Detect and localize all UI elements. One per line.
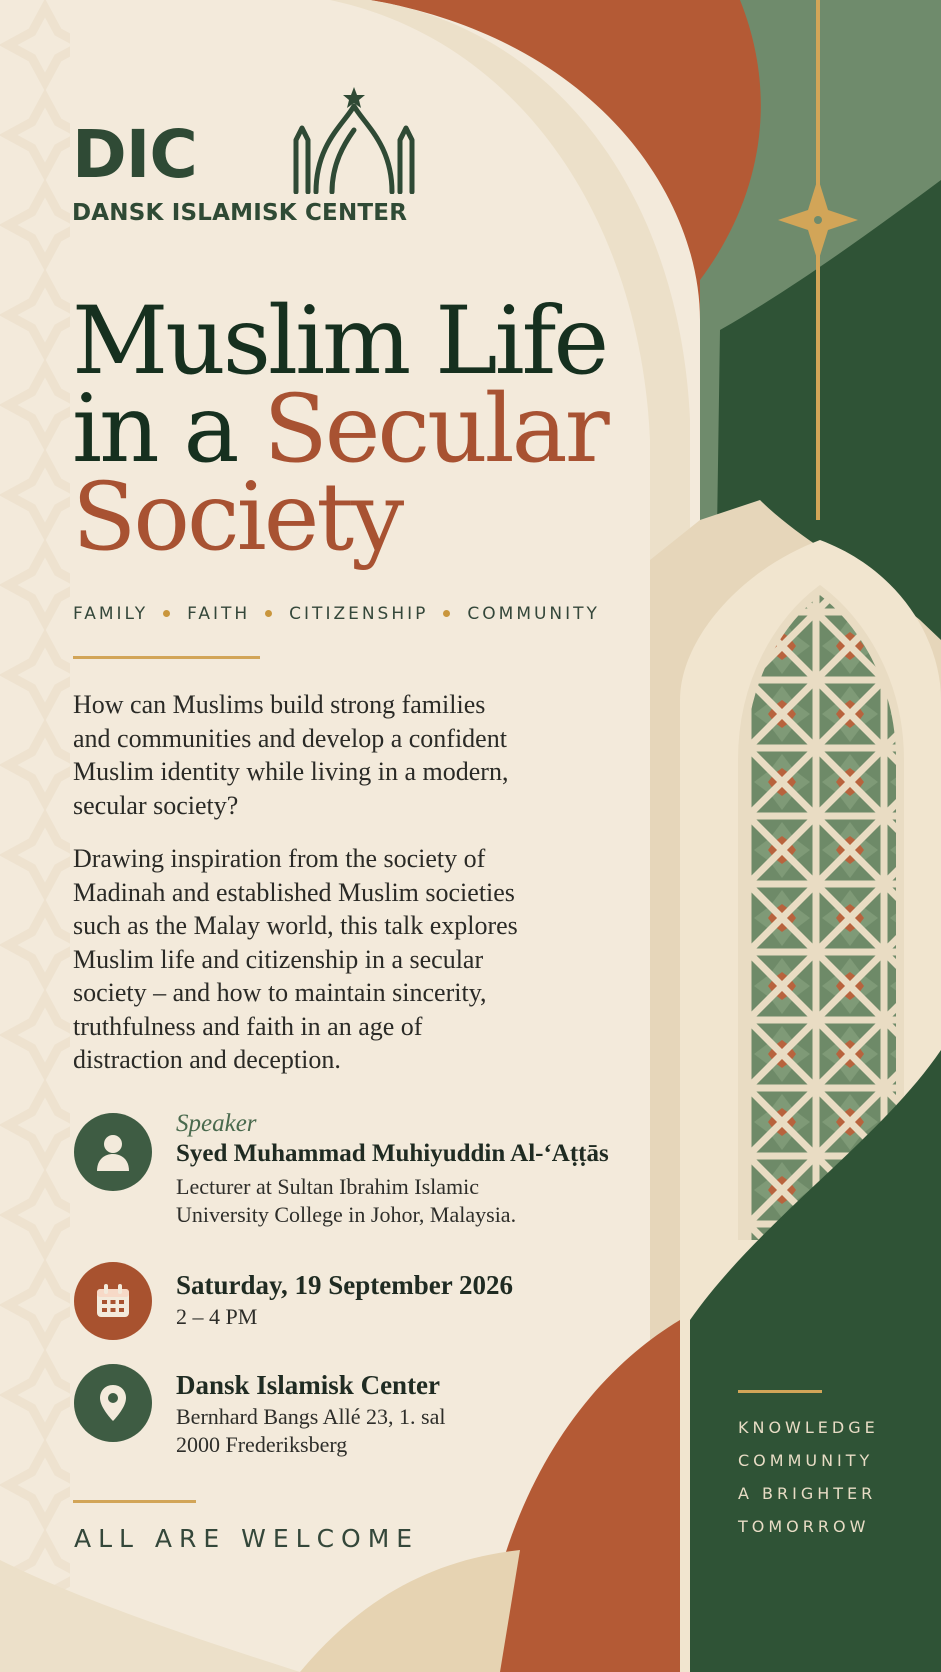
title-line-2a: in a	[72, 375, 264, 484]
intro-line: secular society?	[73, 790, 239, 820]
intro-line: How can Muslims build strong families	[73, 690, 486, 719]
description-line: such as the Malay world, this talk explores	[73, 911, 518, 940]
venue-address-line: 2000 Frederiksberg	[176, 1432, 348, 1457]
logo-name: DANSK ISLAMISK CENTER	[72, 200, 408, 226]
description-line: Muslim life and citizenship in a secular	[73, 944, 484, 974]
description-line: society – and how to maintain sincerity,	[73, 978, 487, 1007]
tag-separator	[163, 610, 170, 617]
logo-abbreviation: DIC	[72, 116, 197, 193]
event-title	[72, 287, 607, 572]
speaker-role	[176, 1173, 516, 1229]
divider	[73, 1500, 196, 1503]
speaker-role-line: University College in Johor, Malaysia.	[176, 1202, 517, 1227]
event-date: Saturday, 19 September 2026	[176, 1270, 514, 1300]
side-text-community: COMMUNITY	[738, 1451, 874, 1470]
description-paragraph	[73, 842, 633, 1077]
description-line: distraction and deception.	[73, 1045, 341, 1074]
description-line: Madinah and established Muslim societies	[73, 877, 515, 907]
description-line: Drawing inspiration from the society of	[73, 844, 486, 873]
intro-paragraph	[73, 688, 633, 822]
intro-line: Muslim identity while living in a modern,	[73, 757, 509, 786]
speaker-icon-circle	[74, 1113, 152, 1191]
person-icon	[95, 1133, 131, 1171]
title-line-1: Muslim Life	[72, 287, 607, 396]
mosque-dome-icon	[214, 84, 454, 194]
calendar-icon	[94, 1282, 132, 1320]
tag-separator	[265, 610, 272, 617]
speaker-role-line: Lecturer at Sultan Ibrahim Islamic	[176, 1174, 479, 1199]
side-text-brighter: A BRIGHTER	[738, 1484, 877, 1503]
event-time: 2 – 4 PM	[176, 1304, 258, 1329]
divider	[73, 656, 260, 659]
speaker-name: Syed Muhammad Muhiyuddin Al-‘Aṭṭās	[176, 1140, 609, 1167]
tag-separator	[443, 610, 450, 617]
title-line-2b: Secular	[263, 375, 607, 484]
tag-community: COMMUNITY	[467, 604, 600, 624]
venue-name: Dansk Islamisk Center	[176, 1370, 441, 1400]
venue-address	[176, 1403, 445, 1459]
intro-line: and communities and develop a confident	[73, 723, 507, 753]
divider	[738, 1390, 822, 1393]
topic-tags	[73, 604, 600, 624]
title-line-3: Society	[72, 463, 402, 572]
tag-citizenship: CITIZENSHIP	[289, 604, 429, 624]
welcome-message: ALL ARE WELCOME	[74, 1524, 420, 1553]
description-line: truthfulness and faith in an age of	[73, 1011, 423, 1041]
speaker-label: Speaker	[176, 1110, 257, 1137]
date-icon-circle	[74, 1262, 152, 1340]
tag-faith: FAITH	[187, 604, 251, 624]
venue-icon-circle	[74, 1364, 152, 1442]
venue-address-line: Bernhard Bangs Allé 23, 1. sal	[176, 1404, 446, 1429]
side-text-tomorrow: TOMORROW	[738, 1517, 870, 1536]
side-text-knowledge: KNOWLEDGE	[738, 1418, 879, 1437]
location-pin-icon	[98, 1383, 128, 1423]
tag-family: FAMILY	[73, 604, 149, 624]
